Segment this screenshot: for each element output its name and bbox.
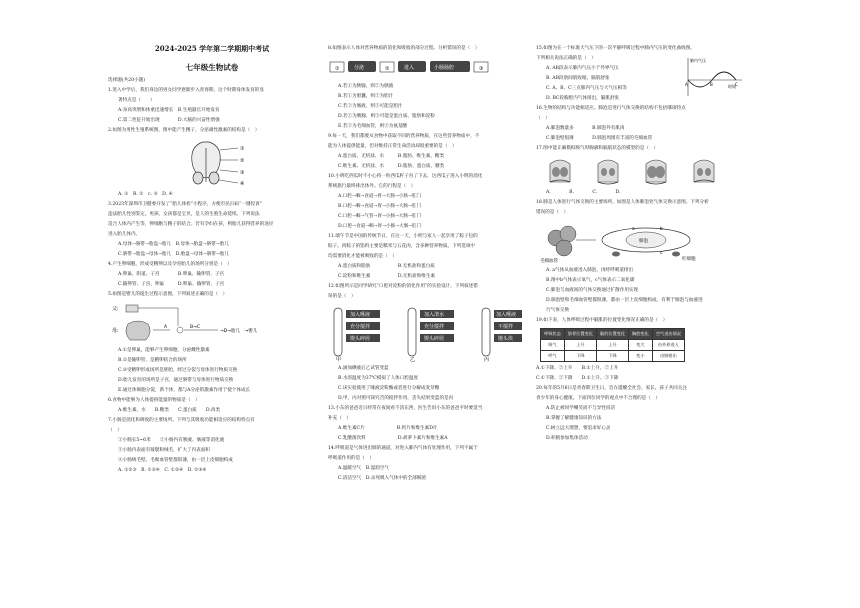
question-20: 20.每年的5月6日是青春期卫生日，旨在提醒全社会、家长、孩子共同关注 青少年的身心健康。下面四位同学的观点中不合理的是（ ） A.防止被同学嘲笑而不与异性说话 B.掌握了解健康知识的方法 C.树立远大理想，要追求好心灵 D.积极参加集体活动 <box>536 386 687 441</box>
svg-text:②: ② <box>385 66 390 72</box>
svg-text:③: ③ <box>479 66 484 72</box>
question-4: 4.产生卵细胞、形成受精卵以及孕育胎儿的场所分别是（ ） A.卵巢、阴道、子宫 B.卵巢、输卵管、子宫 C.输卵管、子宫、卵巢 D.卵巢、输卵管、子宫 <box>108 262 232 287</box>
svg-text:a: a <box>632 227 635 232</box>
question-16: 16.生物的结构与功能相适应。肺泡是进行气体交换的结构不包括哪项特点 （ ） A.肺泡数量多 B.肺泡外有肌肉 C.肺泡壁很薄 D.肺泡周围有丰富的毛细血管 <box>536 106 686 141</box>
question-1: 1.进入中学后，我们身边的男女同学逐渐步入青春期，这个时期身体发育的显 著特点是（ ） A.身高突增和体重迅速增长 B.生殖器官开始发育 C.第二性征开始出现 D.大脑的兴奋性增强 <box>108 88 264 123</box>
tube1-label: 甲 <box>336 357 342 362</box>
digestion-flow-diagram <box>328 56 526 80</box>
svg-text:②: ② <box>240 158 245 164</box>
breathing-table: 呼吸状态 肋骨位置变化 膈的位置变化 胸腔变化 空气进出情况 吸气 上升 上升 变大 由外界进入 呼气 下降 下降 变小 由肺排出 <box>540 328 685 362</box>
column-left <box>108 76 316 476</box>
chart-ylabel: 肺内气压 <box>690 58 706 63</box>
exam-title: 2024-2025 学年第二学期期中考试 <box>154 44 270 53</box>
label-red-cell: 红细胞 <box>682 257 696 262</box>
question-5: 5.如图是婴儿的诞生过程示意图，下列叙述正确的是（ ） 父: 母: B→C →D→胎儿 →婴儿 A A.①是卵巢，能够产生卵细胞，分泌雌性激素 B.②是输卵管，是精卵结合的场所 C.③受精卵形成场所是胚胎，经过分裂与母体进行物质交换 D.胎儿发育的场所是子宫，通过脐带与母体进行物质交换 E.通过体细胞分裂，新个体，都与A分泌的激素作用于使个体成长 <box>108 290 316 396</box>
svg-text:①: ① <box>335 66 340 72</box>
chart-point-a: A <box>685 82 688 87</box>
tube2-step3: 馒头碎屑 <box>424 336 445 342</box>
flow-label-secrete: 分泌 <box>354 65 365 71</box>
question-13: 13.小东的爸爸近日经常在夜间看不清东西，医生告诉小东的爸爸平时要适当 补充（ ） A.维生素C片 B.钙片和维生素D片 C.乳酸菌饮料 D.胡萝卜素片和维生素A <box>328 406 483 441</box>
column-middle <box>328 44 526 484</box>
male-reproductive-diagram <box>108 138 316 188</box>
chart-point-c: C <box>735 82 738 87</box>
section-heading: 选择题(共20小题) <box>108 78 145 83</box>
question-11: 11.端午节是中国的传统节日，在这一天，小明与家人一起享用了粽子包的 粽子。肉粽子的馅料主要是糯米与五花肉，含多种营养物质。下列选项中 均需要消化才能被吸收的是（ ） A.蛋白质和脂肪 B.无机盐和蛋白质 C.淀粉和维生素 D.无机盐和维生素 <box>328 234 478 279</box>
svg-text:A: A <box>164 325 168 330</box>
svg-text:④: ④ <box>240 181 245 187</box>
tube2-step1: 加入清水 <box>424 312 445 318</box>
svg-text:①: ① <box>240 146 245 152</box>
birth-process-diagram <box>108 302 316 344</box>
question-10: 10.小明吃西瓜时不小心将一粒西瓜籽子吞了下去，这西瓜子进入小明的消化 系统旅行最终排出体外。它的行程是（ ） A.口腔→咽→食道→胃→大肠→小肠→肛门 B.口腔→咽→食道→胃→小肠→大肠→肛门 C.口腔→咽→气管→胃→小肠→大肠→肛门 D.口腔→食道→咽→胃→小肠→大肠→肛门 <box>328 174 483 229</box>
question-14: 14.呼吸道是气体进出肺的通道，对进入肺内气体有处理作用，下列不属于 呼吸道作用的是（ ） A.温暖空气 B.湿润空气 C.清洁空气 D.杀死吸入气体中的全部细菌 <box>328 446 478 481</box>
subject-title: 七年级生物试卷 <box>185 63 239 72</box>
lung-pressure-chart <box>680 54 746 102</box>
question-6: 6.食物中能够为人体提供能量的物质是（ ） A.维生素、水 B.糖类 C.蛋白质 D.肉类 <box>108 398 221 413</box>
tube2-step2: 充分搅拌 <box>424 324 445 330</box>
bell-jar-models <box>536 156 746 186</box>
svg-text:c: c <box>660 251 663 256</box>
question-3: 3.2023年深圳市卫健委开发了“胎儿体检”小程序，方便市民扫码“一键投诉” 违法胎儿性别鉴定。男孩、女孩都是宝贝，是人的生殖生命延续。下列说法 适合人体内产生等，卵细胞与精子的结合。若有孕妇在孩，则胎儿获得营养的途径 进入胎儿体内。 A.母体→脐带→胎盘→胎儿 B.母体→胎盘→脐带→胎儿 C.脐带→胎盘→母体→胎儿 D.胎盘→母体→脐带→胎儿 <box>108 202 274 257</box>
question-18: 18.肺是人体进行气体交换的主要场所，如图是人体肺泡处气体交换示意图。下列分析 错误的是（ ） 毛细血管 肺泡 红细胞 a b c A. a气体从血液进入肺泡，再经呼吸道排出 B.图中b气体表示氧气，c气体表示二氧化碳 C.肺泡与血液间的气体交换通过扩散作用实现 D.肺泡壁和毛细血管壁都很薄，都由一层上皮细胞构成，有利于肺泡与血液进 行气体交换 <box>536 198 746 316</box>
test-tube-experiment-diagram <box>328 304 526 362</box>
question-9: 9.每一天，我们都要从食物中获取不同的营养物质，在这些营养物质中，不 能为人体提供能量，但对维持正常生命活动却很重要的是（ ） A.蛋白质、无机盐、水 B.脂肪、维生素、糖类 C.维生素、无机盐、水 D.脂肪、蛋白质、糖类 <box>328 134 480 169</box>
chart-point-b: B <box>710 82 713 87</box>
question-7: 7.小肠是消化和吸收的主要场所。下列与其吸收功能相适应的结构特点有 （ ） ①小肠长5~6米 ②小肠内有胰液、肠液等消化液 ③小肠内表面有皱襞和绒毛，扩大了内表面积 ④小肠绒毛壁、毛细血管壁都很薄，由一层上皮细胞构成 A. ①②③ B. ①③④ C. ①③④ D. ②③④ <box>108 418 255 473</box>
tube1-step3: 馒头碎屑 <box>350 336 371 342</box>
tube3-step2: 不搅拌 <box>498 324 514 330</box>
tube3-step3: 馒头块 <box>498 336 514 342</box>
question-2: 2.如图为男性生殖系统图，图中能产生精子，分泌雄性激素的结构是（ ） ① ② ③ ④ A. ① B. ② c. ③ D. ④ <box>108 126 316 200</box>
question-19: 19.如下表，人体呼吸过程中膈肌的位置变化情况正确的是（ ） 呼吸状态 肋骨位置变化 膈的位置变化 胸腔变化 空气进出情况 吸气 上升 上升 变大 由外界进入 呼气 下降 下降 变小 由肺排出 A.①下降、②上升 B.①上升、②上升 C.①下降、②下降 D.①上升、②下降 <box>536 316 746 384</box>
svg-text:→D→胎儿 →婴儿: →D→胎儿 →婴儿 <box>220 329 258 334</box>
svg-text:母:: 母: <box>112 328 119 334</box>
flow-label-enter: 进入 <box>404 65 415 71</box>
svg-text:③: ③ <box>240 170 245 176</box>
svg-text:B→C: B→C <box>190 325 200 330</box>
alveoli-gas-exchange-diagram <box>536 220 746 264</box>
svg-text:b: b <box>660 227 663 232</box>
svg-text:父:: 父: <box>112 306 119 312</box>
flow-label-intestine: 小肠肠腔 <box>434 65 455 71</box>
column-right <box>536 44 746 444</box>
question-17: 17.图中能正确模拟吸气时胸廓和膈肌状态的模型的是（ ） A. B. C. D. <box>536 144 746 198</box>
tube1-step1: 加入唾液 <box>350 312 371 318</box>
question-8: 8.如图表示人体对营养物质的消化和吸收的部分过程。分析错误的是（ ） ① 分泌 ② 进入 小肠肠腔 ③ A.若①为胰腺，则②为胰液 B.若①为胆囊，则②为胆汁 C.若②为肠液，则③可能是胆汁 D.若①为胰腺，则③可能是蛋白质、脂肪和淀粉 E.若②为毛细血管，则③为氨基酸 <box>328 44 526 132</box>
label-capillary: 毛细血管 <box>540 259 558 264</box>
tube3-step1: 加入唾液 <box>496 312 517 318</box>
chart-xlabel: 时间 <box>728 84 736 89</box>
question-15: 15.如图为在一个标准大气压下的一次平静呼吸过程中肺内气压的变化曲线图。 下列相关说法正确的是（ ） A. AB段表示肺内气压小于外界气压 B. AB段肋间肌收缩，膈肌舒张 C. A、B、C三点肺内气压与大气压相等 D. BC段胸腔内气体排出，膈肌舒张 肺内气压 时间 A B C <box>536 44 746 104</box>
tube1-step2: 充分搅拌 <box>350 324 371 330</box>
tube2-label: 乙 <box>410 357 416 362</box>
tube3-label: 丙 <box>484 357 490 362</box>
label-alveolus: 肺泡 <box>639 239 648 244</box>
question-12: 12.如图所示是同学研究“口腔对淀粉的消化作用”的实验设计，下列叙述错 误的是（ ） 加入唾液 加入清水 加入唾液 充分搅拌 充分搅拌 不搅拌 馒头碎屑 馒头碎屑 馒头块 甲 乙 丙 A.滴加碘液后乙试管变蓝 B.水浴温度为37℃模拟了人体口腔温度 C.该实验使用了唾液淀粉酶或者进行分解成麦芽糖 D.甲、丙对照可探究舌的搅拌作用，丢失结果变蓝的是丙 <box>328 282 526 404</box>
